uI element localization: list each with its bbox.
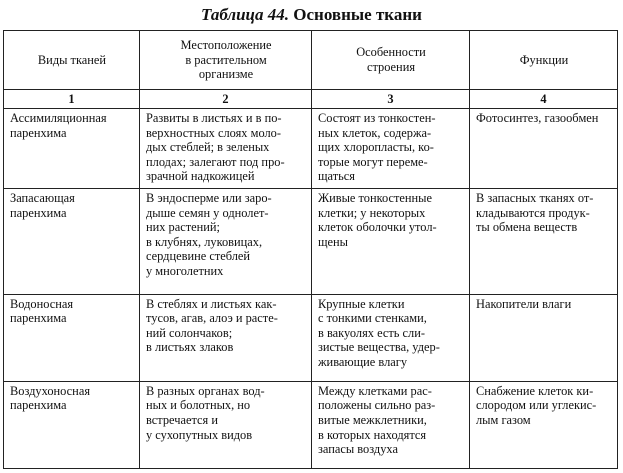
cell-location: В стеблях и листьях как- тусов, агав, алоэ и расте- ний солончаков; в листьях злаков: [140, 294, 312, 381]
cell-function: Накопители влаги: [470, 294, 618, 381]
cell-structure: Живые тонкостенные клетки; у некоторых клеток оболочки утол- щены: [312, 188, 470, 294]
header-tissue-type: Виды тканей: [4, 31, 140, 90]
header-structure: Особенности строения: [312, 31, 470, 90]
cell-tissue-type: Водоносная паренхима: [4, 294, 140, 381]
column-number: 1: [4, 90, 140, 109]
cell-location: В эндосперме или заро- дыше семян у однолет- них растений; в клубнях, луковицах, сердцевине стеблей у многолетних: [140, 188, 312, 294]
table-row: [4, 294, 618, 381]
cell-tissue-type: Ассимиляционная паренхима: [4, 109, 140, 189]
header-location: Местоположение в растительном организме: [140, 31, 312, 90]
table-row: [4, 109, 618, 189]
table-row: [4, 381, 618, 468]
cell-structure: Между клетками рас- положены сильно раз- витые межклетники, в которых находятся запасы воздуха: [312, 381, 470, 468]
column-number: 4: [470, 90, 618, 109]
table-row: [4, 188, 618, 294]
cell-structure: Состоят из тонкостен- ных клеток, содержа- щих хлоропласты, ко- торые могут переме- щаться: [312, 109, 470, 189]
header-function: Функции: [470, 31, 618, 90]
column-number-row: [4, 90, 618, 109]
table-caption: [0, 5, 623, 25]
column-number: 3: [312, 90, 470, 109]
header-row: [4, 31, 618, 90]
cell-function: В запасных тканях от- кладываются продук- ты обмена веществ: [470, 188, 618, 294]
cell-location: Развиты в листьях и в по- верхностных слоях моло- дых стеблей; в зеленых плодах; залегают под про- зрачной надкожицей: [140, 109, 312, 189]
table-number: Таблица 44.: [201, 5, 290, 24]
cell-tissue-type: Запасающая паренхима: [4, 188, 140, 294]
cell-function: Снабжение клеток ки- слородом или углекис- лым газом: [470, 381, 618, 468]
column-number: 2: [140, 90, 312, 109]
cell-structure: Крупные клетки с тонкими стенками, в вакуолях есть сли- зистые вещества, удер- живающие влагу: [312, 294, 470, 381]
cell-location: В разных органах вод- ных и болотных, но встречается и у сухопутных видов: [140, 381, 312, 468]
tissues-table: [3, 30, 618, 469]
cell-tissue-type: Воздухоносная паренхима: [4, 381, 140, 468]
cell-function: Фотосинтез, газообмен: [470, 109, 618, 189]
table-title: Основные ткани: [293, 5, 422, 24]
